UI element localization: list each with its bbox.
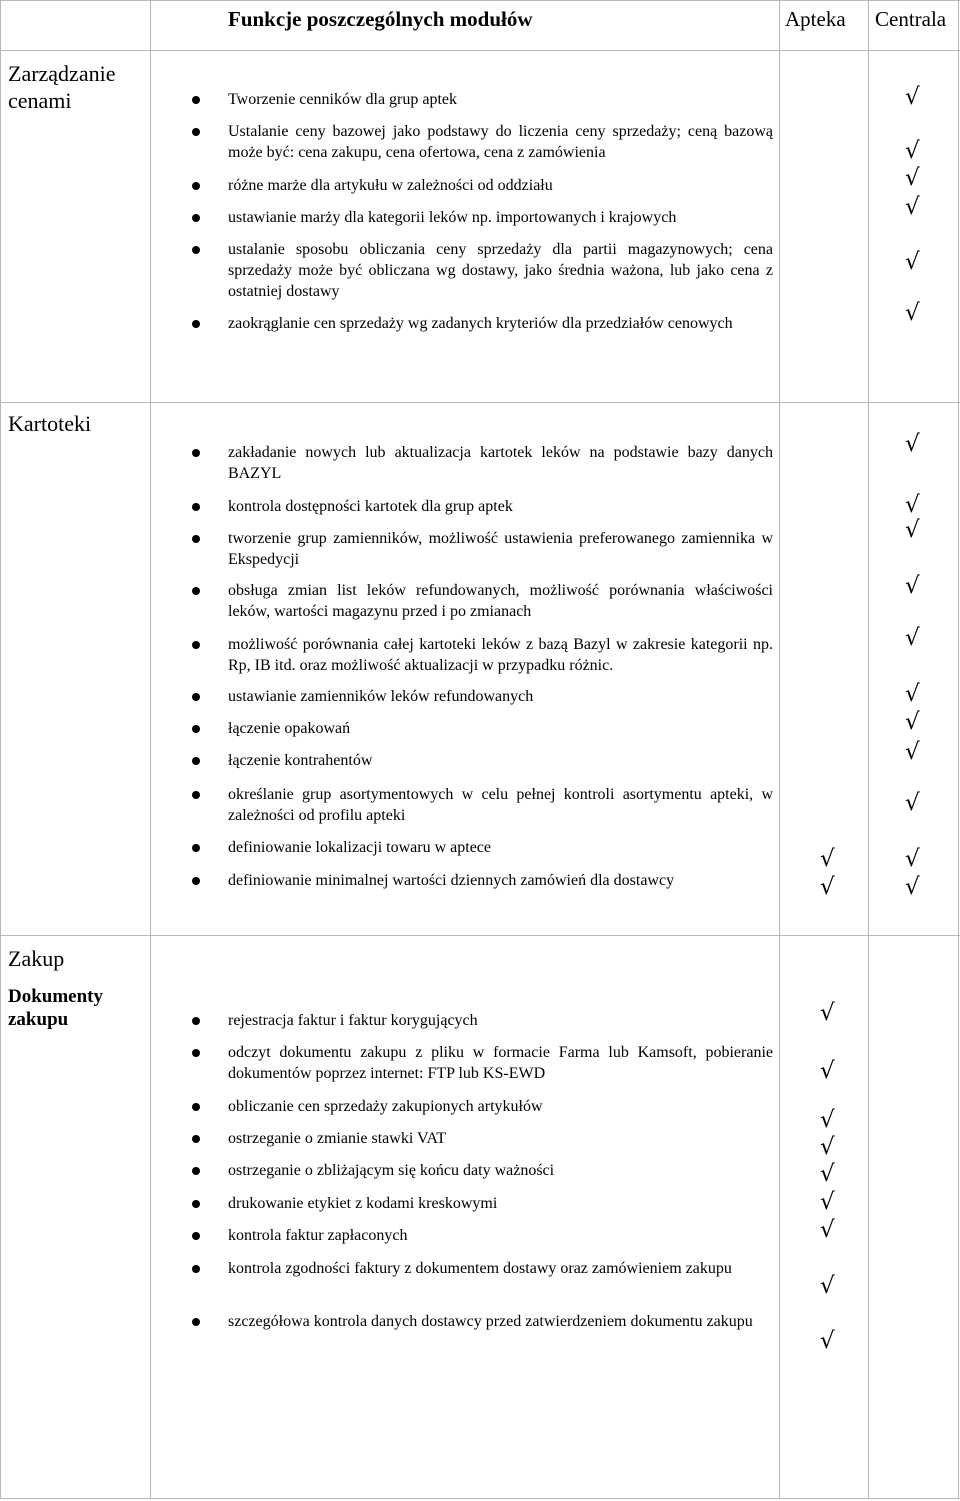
- list-bullet: [192, 503, 200, 511]
- list-bullet: [192, 535, 200, 543]
- function-item-text: kontrola zgodności faktury z dokumentem dostawy oraz zamówieniem zakupu: [228, 1260, 732, 1277]
- centrala-check-icon: √: [905, 790, 920, 816]
- function-item-text: obliczanie cen sprzedaży zakupionych artykułów: [228, 1098, 543, 1115]
- list-bullet: [192, 246, 200, 254]
- function-item-text: drukowanie etykiet z kodami kreskowymi: [228, 1195, 498, 1212]
- list-bullet: [192, 1167, 200, 1175]
- section-subtitle-dokumenty-zakupu: Dokumenty zakupu: [8, 986, 104, 1030]
- apteka-check-icon: √: [820, 1134, 835, 1160]
- function-item-text: możliwość porównania całej kartoteki leków z bazą Bazyl w zakresie kategorii np. Rp, IB itd. oraz możliwość aktualizacji w przypadku różnic.: [228, 636, 773, 674]
- list-bullet: [192, 1135, 200, 1143]
- list-bullet: [192, 1265, 200, 1273]
- centrala-check-icon: √: [905, 517, 920, 543]
- table-top-border: [0, 0, 960, 1]
- function-item-text: definiowanie lokalizacji towaru w aptece: [228, 839, 491, 856]
- function-item-text: rejestracja faktur i faktur korygujących: [228, 1012, 478, 1029]
- column-divider-apteka: [779, 0, 780, 1499]
- centrala-check-icon: √: [905, 625, 920, 651]
- apteka-check-icon: √: [820, 1000, 835, 1026]
- function-item-text: kontrola dostępności kartotek dla grup aptek: [228, 498, 513, 515]
- list-bullet: [192, 1049, 200, 1057]
- centrala-check-icon: √: [905, 709, 920, 735]
- column-header-centrala: Centrala: [875, 7, 947, 31]
- function-item-text: Ustalanie ceny bazowej jako podstawy do liczenia ceny sprzedaży; ceną bazową może być: cena zakupu, cena ofertowa, cena z zamówienia: [228, 123, 773, 161]
- centrala-check-icon: √: [905, 300, 920, 326]
- function-item-text: różne marże dla artykułu w zależności od oddziału: [228, 177, 553, 194]
- function-item-text: określanie grup asortymentowych w celu pełnej kontroli asortymentu apteki, w zależności od profilu apteki: [228, 786, 773, 824]
- centrala-check-icon: √: [905, 681, 920, 707]
- function-item-text: Tworzenie cenników dla grup aptek: [228, 91, 458, 108]
- function-item-text: odczyt dokumentu zakupu z pliku w formacie Farma lub Kamsoft, pobieranie dokumentów poprzez internet: FTP lub KS-EWD: [228, 1044, 773, 1082]
- list-bullet: [192, 757, 200, 765]
- section-divider-2: [0, 935, 960, 936]
- list-bullet: [192, 1017, 200, 1025]
- centrala-check-icon: √: [905, 249, 920, 275]
- list-bullet: [192, 214, 200, 222]
- function-item-text: definiowanie minimalnej wartości dziennych zamówień dla dostawcy: [228, 872, 675, 889]
- function-item-text: łączenie opakowań: [228, 720, 351, 737]
- list-bullet: [192, 693, 200, 701]
- function-item-text: ostrzeganie o zbliżającym się końcu daty ważności: [228, 1162, 555, 1179]
- header-bottom-border: [0, 50, 960, 51]
- apteka-check-icon: √: [820, 1273, 835, 1299]
- centrala-check-icon: √: [905, 194, 920, 220]
- column-divider-section: [150, 0, 151, 1499]
- column-divider-centrala: [868, 0, 869, 1499]
- apteka-check-icon: √: [820, 874, 835, 900]
- list-bullet: [192, 449, 200, 457]
- function-item-text: kontrola faktur zapłaconych: [228, 1227, 408, 1244]
- centrala-check-icon: √: [905, 874, 920, 900]
- function-item-text: ustawianie zamienników leków refundowanych: [228, 688, 534, 705]
- list-bullet: [192, 725, 200, 733]
- list-bullet: [192, 791, 200, 799]
- function-item-text: zaokrąglanie cen sprzedaży wg zadanych kryteriów dla przedziałów cenowych: [228, 315, 733, 332]
- function-item-text: szczegółowa kontrola danych dostawcy przed zatwierdzeniem dokumentu zakupu: [228, 1313, 753, 1330]
- centrala-check-icon: √: [905, 492, 920, 518]
- section-title-kartoteki: Kartoteki: [8, 411, 92, 436]
- apteka-check-icon: √: [820, 1058, 835, 1084]
- centrala-check-icon: √: [905, 846, 920, 872]
- function-item-text: zakładanie nowych lub aktualizacja kartotek leków na podstawie bazy danych BAZYL: [228, 444, 773, 482]
- centrala-check-icon: √: [905, 165, 920, 191]
- function-item-text: obsługa zmian list leków refundowanych, możliwość porównania właściwości leków, wartości magazynu przed i po zmianach: [228, 582, 773, 620]
- section-divider-1: [0, 402, 960, 403]
- list-bullet: [192, 1232, 200, 1240]
- apteka-check-icon: √: [820, 1189, 835, 1215]
- centrala-check-icon: √: [905, 431, 920, 457]
- table-right-border: [958, 0, 959, 1499]
- list-bullet: [192, 320, 200, 328]
- function-item-text: tworzenie grup zamienników, możliwość ustawienia preferowanego zamiennika w Ekspedycji: [228, 530, 773, 568]
- list-bullet: [192, 1200, 200, 1208]
- centrala-check-icon: √: [905, 84, 920, 110]
- table-title: Funkcje poszczególnych modułów: [228, 7, 533, 31]
- apteka-check-icon: √: [820, 1107, 835, 1133]
- list-bullet: [192, 96, 200, 104]
- table-left-border: [0, 0, 1, 1499]
- function-item-text: ostrzeganie o zmianie stawki VAT: [228, 1130, 447, 1147]
- function-item-text: ustawianie marży dla kategorii leków np. importowanych i krajowych: [228, 209, 677, 226]
- apteka-check-icon: √: [820, 1328, 835, 1354]
- list-bullet: [192, 182, 200, 190]
- list-bullet: [192, 587, 200, 595]
- function-item-text: ustalanie sposobu obliczania ceny sprzedaży dla partii magazynowych; cena sprzedaży może być obliczana wg dostawy, jako średnia ważona, lub jako cena z ostatniej dostawy: [228, 241, 773, 300]
- apteka-check-icon: √: [820, 846, 835, 872]
- list-bullet: [192, 1318, 200, 1326]
- centrala-check-icon: √: [905, 739, 920, 765]
- list-bullet: [192, 1103, 200, 1111]
- list-bullet: [192, 641, 200, 649]
- section-title-zakup: Zakup: [8, 946, 65, 971]
- centrala-check-icon: √: [905, 138, 920, 164]
- centrala-check-icon: √: [905, 573, 920, 599]
- list-bullet: [192, 877, 200, 885]
- table-bottom-border: [0, 1498, 960, 1499]
- function-item-text: łączenie kontrahentów: [228, 752, 373, 769]
- list-bullet: [192, 128, 200, 136]
- list-bullet: [192, 844, 200, 852]
- apteka-check-icon: √: [820, 1217, 835, 1243]
- column-header-apteka: Apteka: [785, 7, 846, 31]
- apteka-check-icon: √: [820, 1161, 835, 1187]
- section-title-zarzadzanie-cenami: Zarządzanie cenami: [8, 61, 116, 113]
